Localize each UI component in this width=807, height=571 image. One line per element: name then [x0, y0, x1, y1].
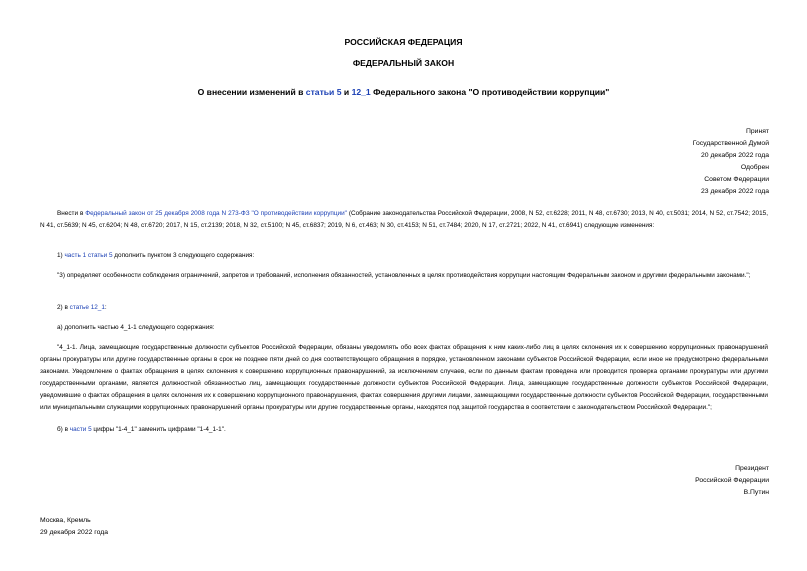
item-2b — [40, 424, 768, 436]
signing-date: 29 декабря 2022 года — [40, 529, 108, 536]
country-heading: РОССИЙСКАЯ ФЕДЕРАЦИЯ — [344, 37, 463, 47]
item-2b-post: цифры "1-4_1" заменить цифрами "1-4_1-1". — [91, 426, 226, 433]
item-1 — [40, 250, 768, 262]
item-1-quote: "3) определяет особенности соблюдения ограничений, запретов и требований, исполнения обязанностей, установленных в целях противодействия коррупции настоящим Федеральным законом и другими федеральными законами."; — [57, 272, 751, 279]
adoption-line: Государственной Думой — [692, 140, 769, 147]
item-2b-pre: б) в — [57, 426, 70, 433]
law-type-heading: ФЕДЕРАЛЬНЫЙ ЗАКОН — [352, 58, 455, 68]
item-2a: а) дополнить частью 4_1-1 следующего содержания: — [57, 324, 215, 331]
title-link-article12-1[interactable]: 12_1 — [351, 87, 371, 97]
item-2b-link[interactable]: части 5 — [69, 426, 92, 433]
title-text-pre: О внесении изменений в — [197, 87, 306, 97]
signer-org: Российской Федерации — [695, 477, 769, 484]
title-link-article5[interactable]: статьи 5 — [305, 87, 342, 97]
item-1-pre: 1) — [57, 252, 65, 259]
approval-date: 23 декабря 2022 года — [701, 188, 769, 195]
intro-text-pre: Внести в — [57, 210, 86, 217]
approval-line: Одобрен — [740, 164, 769, 171]
footer-block — [40, 515, 108, 539]
title-text-mid: и — [341, 87, 352, 97]
signer-title: Президент — [735, 465, 769, 472]
item-2 — [40, 302, 768, 314]
item-2a-quote: "4_1-1. Лица, замещающие государственные должности субъектов Российской Федерации, обязаны уведомлять обо всех фактах обращения к ним каких-либо лиц в целях склонения их к совершению коррупционных правонарушений органы прокуратуры или другие государственные органы в срок не позднее пяти дней со дня соответствующего обращения в порядке, установленном законами субъектов Российской Федерации, если иное не предусмотрено федеральными законами. Уведомление о фактах обращения в целях склонения к совершению коррупционных правонарушений, за исключением случаев, если по данным фактам проведена или проводится проверка органами прокуратуры или другими государственными органами, является должностной обязанностью лиц, замещающих государственные должности субъектов Российской Федерации. Лица, замещающие государственные должности субъектов Российской Федерации, уведомившие о фактах обращения в целях склонения их к совершению коррупционного правонарушения, фактах совершения другими лицами, замещающими государственные должности субъектов Российской Федерации, государственными или муниципальными служащими коррупционных правонарушений органы прокуратуры или другие государственные органы, находятся под защитой государства в соответствии с законодательством Российской Федерации."; — [40, 344, 768, 411]
signature-block — [695, 463, 769, 499]
signing-place: Москва, Кремль — [40, 517, 91, 524]
adoption-block — [693, 126, 769, 198]
intro-paragraph — [40, 208, 768, 232]
intro-link-law-273[interactable]: Федеральный закон от 25 декабря 2008 года N 273-ФЗ "О противодействии коррупции" — [85, 210, 347, 217]
intro-text-post: (Собрание законодательства Российской Федерации, 2008, N 52, ст.6228; 2011, N 48, ст.6730; 2013, N 40, ст.5031; 2014, N 52, ст.7542; 2015, N 41, ст.5639; N 45, ст.6204; N 48, ст.6720; 2017, N 15, ст.2139; 2018, N 32, ст.5100; N 45, ст.6837; 2019, N 6, ст.463; N 30, ст.4153; N 51, ст.7484; 2020, N 17, ст.2721; 2022, N 41, ст.6941) следующие изменения: — [40, 210, 768, 229]
item-2-pre: 2) в — [57, 304, 70, 311]
signer-name: В.Путин — [743, 489, 769, 496]
adoption-date: 20 декабря 2022 года — [701, 152, 769, 159]
item-1-link[interactable]: часть 1 статьи 5 — [64, 252, 113, 259]
item-2-post: : — [104, 304, 107, 311]
item-2-link[interactable]: статье 12_1 — [69, 304, 105, 311]
title-text-post: Федерального закона "О противодействии коррупции" — [370, 87, 610, 97]
law-title — [0, 87, 807, 97]
approval-line: Советом Федерации — [704, 176, 769, 183]
adoption-line: Принят — [745, 128, 769, 135]
item-1-post: дополнить пунктом 3 следующего содержания: — [112, 252, 255, 259]
